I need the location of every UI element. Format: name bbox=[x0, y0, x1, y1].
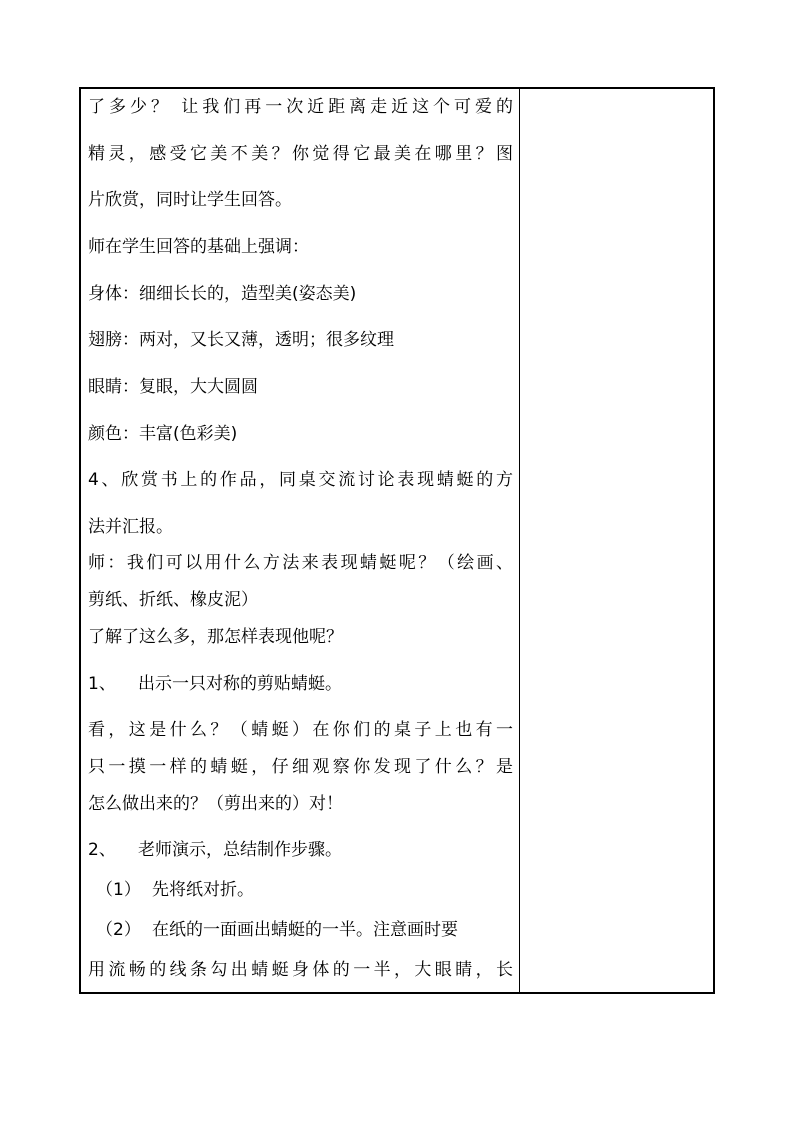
text-line: 翅膀：两对，又长又薄，透明；很多纹理 bbox=[88, 330, 394, 350]
step-text: 在纸的一面画出蜻蜓的一半。注意画时要 bbox=[152, 920, 458, 940]
text-line: 剪纸、折纸、橡皮泥） bbox=[88, 590, 258, 610]
item-number: 1、 bbox=[88, 674, 116, 694]
text-line: 了解了这么多，那怎样表现他呢？ bbox=[88, 627, 343, 647]
text-line: 颜色：丰富(色彩美) bbox=[88, 424, 238, 444]
text-line: 师在学生回答的基础上强调： bbox=[88, 237, 309, 257]
step-item bbox=[88, 880, 254, 900]
text-line: 身体：细细长长的，造型美(姿态美) bbox=[88, 284, 357, 304]
text-line: 4、欣赏书上的作品，同桌交流讨论表现蜻蜓的方 bbox=[88, 470, 513, 490]
text-line: 怎么做出来的？（剪出来的）对！ bbox=[88, 794, 343, 814]
text-line: 法并汇报。 bbox=[88, 517, 173, 537]
step-number: （2） bbox=[96, 920, 141, 940]
numbered-item bbox=[88, 674, 342, 694]
notes-cell bbox=[520, 89, 713, 992]
text-line: 用流畅的线条勾出蜻蜓身体的一半，大眼睛，长 bbox=[88, 960, 513, 980]
item-text: 出示一只对称的剪贴蜻蜓。 bbox=[138, 674, 342, 694]
text-line: 精灵，感受它美不美？你觉得它最美在哪里？图 bbox=[88, 144, 513, 164]
text-line: 师：我们可以用什么方法来表现蜻蜓呢？（绘画、 bbox=[88, 553, 513, 573]
lesson-plan-table bbox=[79, 87, 715, 994]
text-line: 片欣赏，同时让学生回答。 bbox=[88, 190, 292, 210]
lesson-content-cell bbox=[81, 89, 520, 992]
step-item bbox=[88, 920, 458, 940]
step-text: 先将纸对折。 bbox=[152, 880, 254, 900]
item-number: 2、 bbox=[88, 840, 116, 860]
text-line: 只一摸一样的蜻蜓，仔细观察你发现了什么？是 bbox=[88, 757, 513, 777]
step-number: （1） bbox=[96, 880, 141, 900]
text-line: 了多少？ 让我们再一次近距离走近这个可爱的 bbox=[88, 97, 513, 117]
numbered-item bbox=[88, 840, 342, 860]
text-line: 看，这是什么？（蜻蜓）在你们的桌子上也有一 bbox=[88, 720, 513, 740]
text-line: 眼睛：复眼，大大圆圆 bbox=[88, 377, 258, 397]
item-text: 老师演示，总结制作步骤。 bbox=[138, 840, 342, 860]
